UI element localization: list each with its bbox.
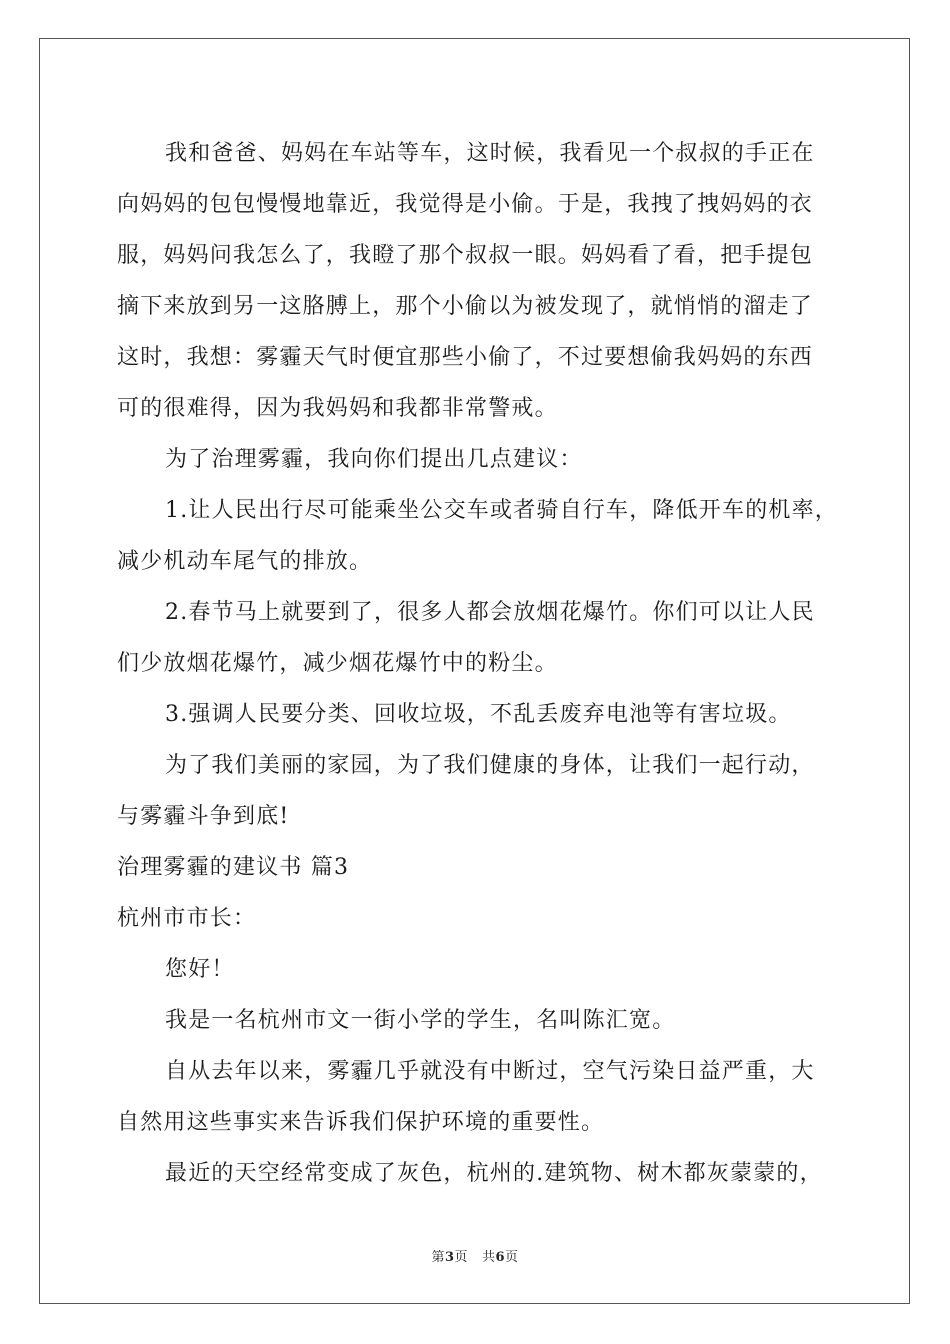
text-line: 服，妈妈问我怎么了，我瞪了那个叔叔一眼。妈妈看了看，把手提包: [117, 243, 814, 268]
text-line: 自从去年以来，雾霾几乎就没有中断过，空气污染日益严重，大: [165, 1059, 815, 1084]
greeting: 您好！: [165, 957, 235, 982]
section-heading: 治理雾霾的建议书 篇3: [117, 855, 350, 880]
footer-total-suffix: 页: [505, 1250, 519, 1265]
document-body: [117, 128, 857, 1199]
footer-page-word: 页: [454, 1250, 469, 1265]
text-line: 我是一名杭州市文一街小学的学生，名叫陈汇宽。: [165, 1008, 676, 1033]
page-footer: [0, 1246, 950, 1265]
text-line: 可的很难得，因为我妈妈和我都非常警戒。: [117, 396, 558, 421]
text-line: 我和爸爸、妈妈在车站等车，这时候，我看见一个叔叔的手正在: [165, 141, 815, 166]
text-line: 自然用这些事实来告诉我们保护环境的重要性。: [117, 1110, 605, 1135]
text-line: 减少机动车尾气的排放。: [117, 549, 373, 574]
text-line: 2.春节马上就要到了，很多人都会放烟花爆竹。你们可以让人民: [165, 600, 815, 625]
text-line: 与雾霾斗争到底!: [117, 804, 290, 829]
text-line: 3.强调人民要分类、回收垃圾，不乱丢废弃电池等有害垃圾。: [165, 702, 792, 727]
text-line: 1.让人民出行尽可能乘坐公交车或者骑自行车，降低开车的机率，: [165, 498, 838, 523]
text-line: 为了我们美丽的家园，为了我们健康的身体，让我们一起行动，: [165, 753, 815, 778]
salutation: 杭州市市长：: [117, 906, 257, 931]
text-line: 为了治理雾霾，我向你们提出几点建议：: [165, 447, 583, 472]
text-line: 们少放烟花爆竹，减少烟花爆竹中的粉尘。: [117, 651, 558, 676]
total-pages-number: 6: [495, 1250, 506, 1265]
text-line: 向妈妈的包包慢慢地靠近，我觉得是小偷。于是，我拽了拽妈妈的衣: [117, 192, 814, 217]
current-page-number: 3: [444, 1250, 455, 1265]
footer-prefix: 第: [431, 1250, 445, 1265]
footer-total-prefix: 共: [481, 1250, 496, 1265]
text-line: 最近的天空经常变成了灰色，杭州的.建筑物、树木都灰蒙蒙的，: [165, 1161, 823, 1186]
text-line: 摘下来放到另一这胳膊上，那个小偷以为被发现了，就悄悄的溜走了: [117, 294, 814, 319]
text-line: 这时，我想：雾霾天气时便宜那些小偷了，不过要想偷我妈妈的东西: [117, 345, 814, 370]
